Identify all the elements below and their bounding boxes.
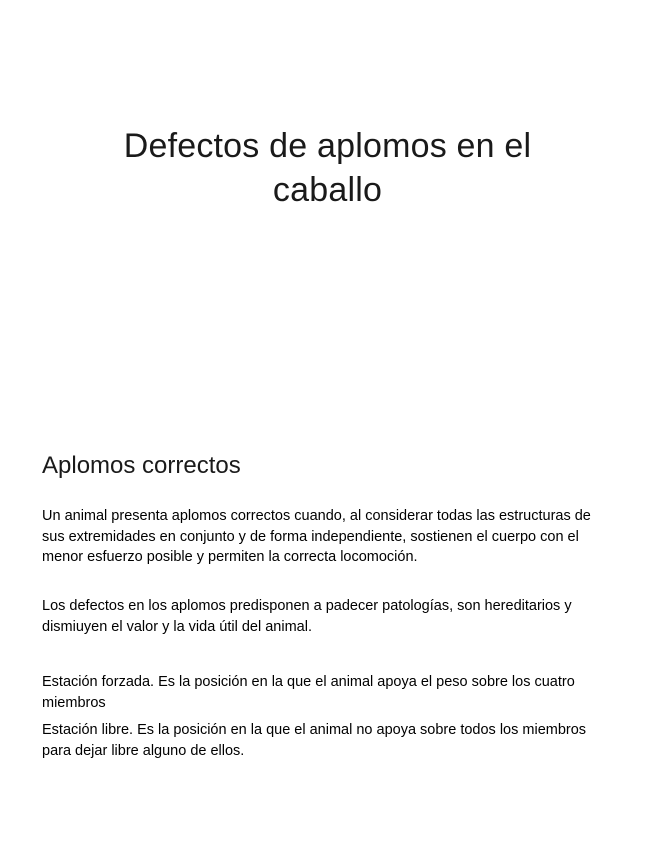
section-heading: Aplomos correctos [42,452,241,479]
slide-title-line-1: Defectos de aplomos en el [123,127,532,165]
paragraph-text: Los defectos en los aplomos predisponen a padecer patologías, son hereditarios y dismiuyen el valor y la vida útil del animal. [42,598,572,635]
slide-title-line-2: caballo [272,171,383,209]
paragraph-defects [42,596,602,637]
paragraph-forced-stance [42,672,602,713]
paragraph-text: Un animal presenta aplomos correctos cuando, al considerar todas las estructuras de sus extremidades en conjunto y de forma independiente, sostienen el cuerpo con el menor esfuerzo posible y permiten la correcta locomoción. [42,508,591,565]
paragraph-text: Estación forzada. Es la posición en la que el animal apoya el peso sobre los cuatro miembros [42,674,575,711]
paragraph-free-stance [42,720,602,761]
paragraph-definition [42,506,602,568]
slide-title [40,124,615,212]
paragraph-text: Estación libre. Es la posición en la que el animal no apoya sobre todos los miembros para dejar libre alguno de ellos. [42,722,587,759]
